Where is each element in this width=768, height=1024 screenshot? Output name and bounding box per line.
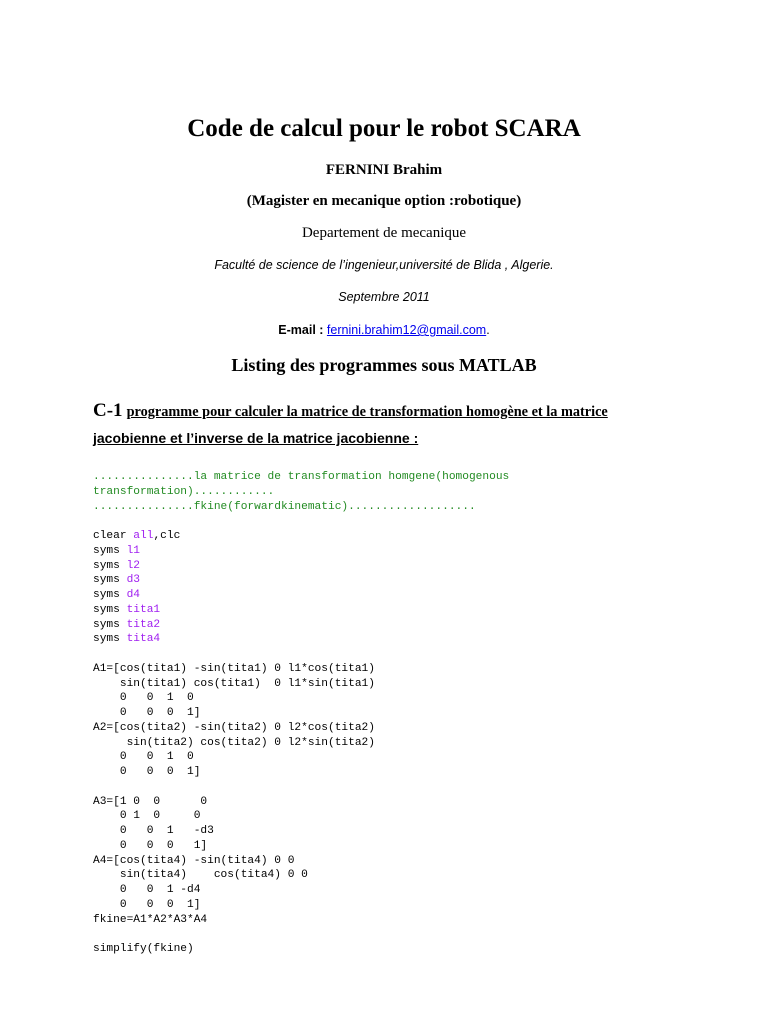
code-line: [93, 780, 509, 795]
code-text: 0 0 1 -d3: [93, 825, 214, 837]
code-line: [93, 913, 509, 928]
code-text: ,clc: [153, 530, 181, 542]
code-line: [93, 603, 509, 618]
code-text: 0 0 0 1]: [93, 707, 201, 719]
code-line: [93, 706, 509, 721]
email-link[interactable]: fernini.brahim12@gmail.com: [326, 323, 487, 337]
code-text: syms: [93, 589, 127, 601]
code-line: [93, 839, 509, 854]
code-line: [93, 662, 509, 677]
code-line: [93, 927, 509, 942]
code-text: sin(tita1) cos(tita1) 0 l1*sin(tita1): [93, 677, 375, 690]
code-line: [93, 854, 509, 869]
code-line: [93, 765, 509, 780]
code-line: [93, 470, 509, 485]
code-text: sin(tita4) cos(tita4) 0 0: [93, 869, 308, 882]
code-text: 0 0 0 1]: [93, 766, 201, 778]
code-text: A3=[1 0 0 0: [93, 795, 208, 808]
code-string: all: [133, 530, 154, 542]
code-text: A2=[cos(tita2) -sin(tita2) 0 l2*cos(tita2): [93, 721, 375, 734]
publication-date: Septembre 2011: [338, 290, 430, 304]
code-string: l1: [126, 544, 141, 557]
code-line: [93, 736, 509, 751]
listing-heading: Listing des programmes sous MATLAB: [231, 355, 537, 375]
code-string: tita2: [126, 618, 161, 631]
code-line: [93, 485, 509, 500]
code-text: 0 0 0 1]: [93, 898, 201, 911]
code-string: d3: [126, 574, 141, 587]
faculty: Faculté de science de l’ingenieur,université de Blida , Algerie.: [214, 258, 554, 272]
email-label: E-mail :: [278, 323, 327, 337]
code-text: 0 0 1 0: [93, 692, 194, 705]
code-text: A1=[cos(tita1) -sin(tita1) 0 l1*cos(tita1): [93, 662, 375, 675]
author-name: FERNINI Brahim: [325, 162, 443, 178]
code-line: [93, 824, 509, 839]
document-title: Code de calcul pour le robot SCARA: [187, 115, 581, 142]
code-text: syms: [93, 544, 127, 557]
code-text: syms: [93, 559, 127, 572]
code-comment: transformation)............: [93, 485, 275, 498]
code-text: 0 0 0 1]: [93, 839, 208, 852]
code-string: l2: [126, 559, 141, 572]
code-text: syms: [93, 618, 127, 631]
code-line: [93, 809, 509, 824]
code-string: tita4: [126, 633, 161, 646]
code-line: [93, 647, 509, 662]
code-line: [93, 544, 509, 559]
code-text: sin(tita2) cos(tita2) 0 l2*sin(tita2): [93, 736, 375, 749]
code-text: 0 0 1 0: [93, 751, 194, 764]
code-comment: ...............fkine(forwardkinematic)...................: [93, 500, 476, 513]
code-line: [93, 898, 509, 913]
email-suffix: .: [486, 323, 490, 337]
code-line: [93, 795, 509, 810]
code-line: [93, 588, 509, 603]
code-line: [93, 514, 509, 529]
code-line: [93, 868, 509, 883]
code-string: d4: [126, 589, 141, 601]
code-text: A4=[cos(tita4) -sin(tita4) 0 0: [93, 854, 295, 867]
section-title-line1: programme pour calculer la matrice de transformation homogène et la matrice: [126, 404, 608, 420]
code-string: tita1: [126, 603, 161, 616]
author-degree: (Magister en mecanique option :robotique): [246, 193, 522, 209]
code-text: syms: [93, 574, 127, 587]
code-line: [93, 500, 509, 515]
code-line: [93, 529, 509, 544]
code-line: [93, 618, 509, 633]
code-line: [93, 573, 509, 588]
code-line: [93, 750, 509, 765]
code-line: [93, 721, 509, 736]
code-line: [93, 632, 509, 647]
code-line: [93, 691, 509, 706]
section-heading: [93, 400, 663, 422]
code-listing: [93, 470, 509, 957]
code-text: simplify(fkine): [93, 943, 194, 955]
section-number: C-1: [93, 400, 123, 421]
code-text: syms: [93, 603, 127, 616]
email-line: [0, 323, 768, 337]
code-text: clear: [93, 530, 134, 542]
section-title-line2: jacobienne et l’inverse de la matrice jacobienne :: [93, 430, 419, 446]
code-line: [93, 883, 509, 898]
code-text: fkine=A1*A2*A3*A4: [93, 913, 208, 926]
code-text: 0 0 1 -d4: [93, 884, 201, 896]
department: Departement de mecanique: [301, 225, 467, 241]
code-line: [93, 677, 509, 692]
code-text: 0 1 0 0: [93, 810, 201, 823]
code-line: [93, 942, 509, 957]
code-text: syms: [93, 633, 127, 646]
code-comment: ...............la matrice de transformation homgene(homogenous: [93, 471, 510, 483]
code-line: [93, 559, 509, 574]
